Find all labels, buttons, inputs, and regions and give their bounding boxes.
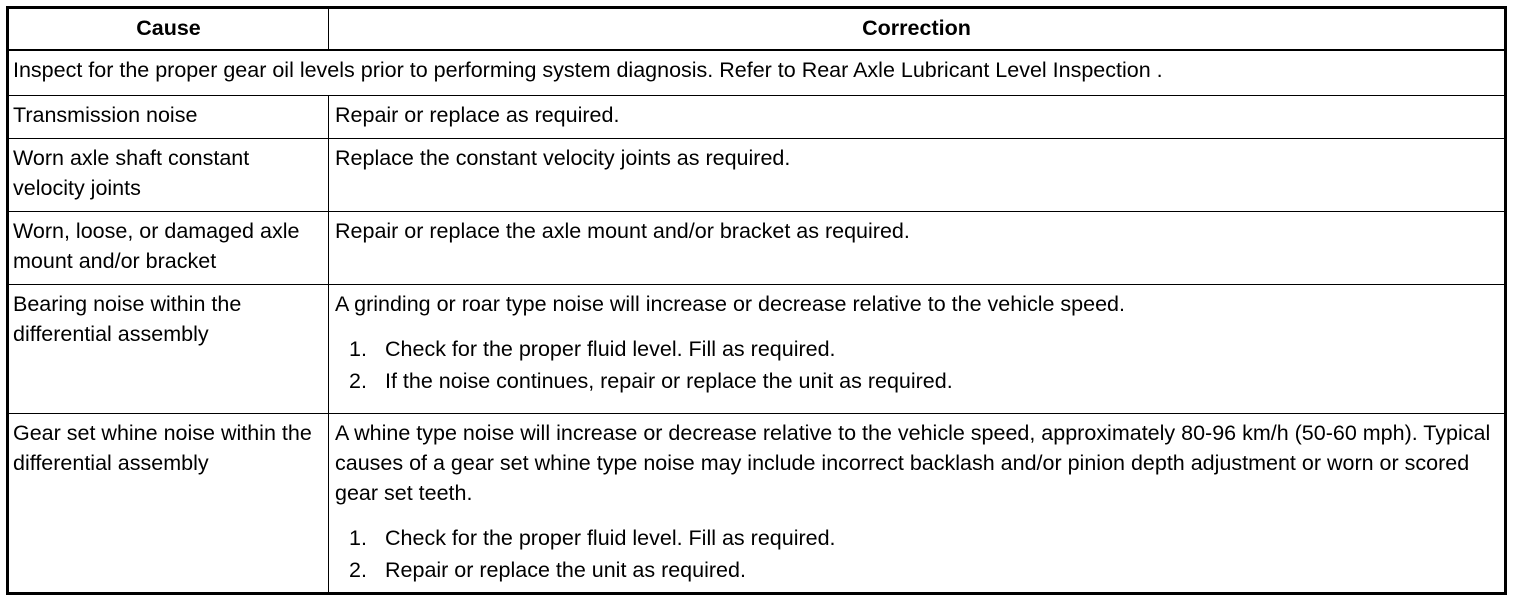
step-number: 1.: [349, 337, 367, 361]
step-item: [349, 365, 1500, 397]
cause-cell: Worn axle shaft constant velocity joints: [8, 139, 329, 212]
inspection-note: Inspect for the proper gear oil levels prior to performing system diagnosis. Refer to Rear Axle Lubricant Level Inspection .: [8, 50, 1506, 96]
steps-list: [335, 522, 1500, 586]
step-number: 2.: [349, 369, 367, 393]
step-item: [349, 554, 1500, 586]
table-row: [8, 285, 1506, 414]
cause-cell: Worn, loose, or damaged axle mount and/or bracket: [8, 212, 329, 285]
cause-cell: Bearing noise within the differential assembly: [8, 285, 329, 414]
correction-cell: Replace the constant velocity joints as required.: [329, 139, 1506, 212]
step-text: Check for the proper fluid level. Fill as required.: [385, 526, 836, 550]
correction-cell: [329, 285, 1506, 414]
step-item: [349, 333, 1500, 365]
correction-text: A whine type noise will increase or decrease relative to the vehicle speed, approximately 80-96 km/h (50-60 mph). Typical causes of a gear set whine type noise may include incorrect backlash and/or pinion depth adjustment or worn or scored gear set teeth.: [335, 421, 1491, 505]
header-correction: Correction: [329, 8, 1506, 51]
table-row: [8, 96, 1506, 139]
diagnostic-table: [6, 6, 1507, 595]
steps-list: [335, 333, 1500, 397]
cause-cell: Transmission noise: [8, 96, 329, 139]
correction-cell: [329, 414, 1506, 594]
cause-cell: Gear set whine noise within the differential assembly: [8, 414, 329, 594]
table-row: [8, 139, 1506, 212]
step-number: 2.: [349, 558, 367, 582]
correction-text: A grinding or roar type noise will increase or decrease relative to the vehicle speed.: [335, 292, 1125, 316]
step-item: [349, 522, 1500, 554]
correction-cell: Repair or replace the axle mount and/or bracket as required.: [329, 212, 1506, 285]
header-row: [8, 8, 1506, 51]
step-text: Check for the proper fluid level. Fill as required.: [385, 337, 836, 361]
step-number: 1.: [349, 526, 367, 550]
table-row: [8, 414, 1506, 594]
step-text: Repair or replace the unit as required.: [385, 558, 746, 582]
header-cause: Cause: [8, 8, 329, 51]
correction-cell: Repair or replace as required.: [329, 96, 1506, 139]
note-row: [8, 50, 1506, 96]
step-text: If the noise continues, repair or replace the unit as required.: [385, 369, 953, 393]
table-row: [8, 212, 1506, 285]
